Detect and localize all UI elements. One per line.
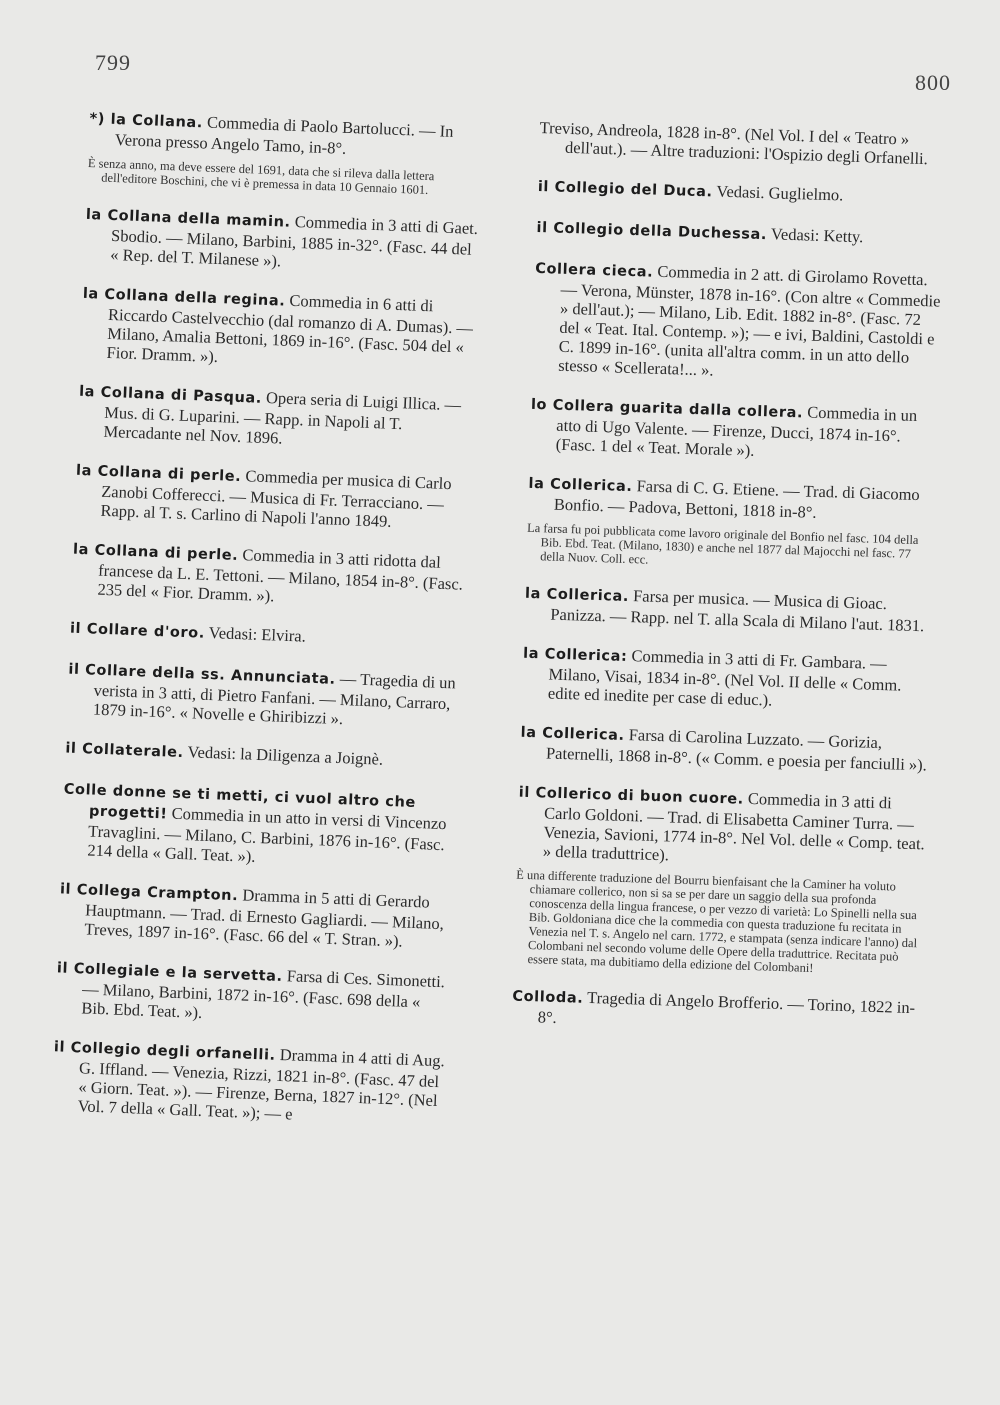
entry-text: Farsa di Ces. Simonetti. — Milano, Barbini, 1872 in-16°. (Fasc. 698 della « Bib. Ebd. Teat. »). xyxy=(81,966,446,1022)
entry-text: Opera seria di Luigi Illica. — Mus. di G. Luparini. — Rapp. in Napoli al T. Mercadante nel Nov. 1896. xyxy=(103,387,462,448)
entry-title: il Collegiale e la servetta. xyxy=(56,960,283,986)
entry-note: La farsa fu poi pubblicata come lavoro originale del Bonfio nel fasc. 104 della Bib. Ebd. Teat. (Milano, 1830) e anche nel 1877 dal Majocchi nel fasc. 77 della Nuov. Coll. ecc. xyxy=(526,520,919,567)
catalog-entry xyxy=(538,176,948,210)
entry-title: Colle donne se ti metti, ci vuol altro che progetti! xyxy=(63,781,417,823)
entry-text: Vedasi. Guglielmo. xyxy=(712,181,844,205)
catalog-entry xyxy=(51,1036,449,1129)
catalog-entry xyxy=(529,394,941,466)
entry-title: il Collega Crampton. xyxy=(59,881,239,905)
catalog-entry xyxy=(524,583,935,636)
entry-text: Treviso, Andreola, 1828 in-8°. (Nel Vol. I del « Teatro » dell'aut.). — Altre traduzioni: l'Ospizio degli Orfanelli. xyxy=(539,118,929,169)
entry-text: Commedia in 3 atti ridotta dal francese da L. E. Tettoni. — Milano, 1854 in-8°. (Fasc. 235 del « Fior. Dramm. »). xyxy=(97,545,464,606)
catalog-entry xyxy=(74,460,471,534)
entry-title: il Collare d'oro. xyxy=(69,620,206,642)
catalog-entry xyxy=(71,539,468,613)
entry-title: il Collerico di buon cuore. xyxy=(518,784,745,808)
entry-title: il Collegio degli orfanelli. xyxy=(53,1039,276,1064)
catalog-entry xyxy=(67,659,464,733)
entry-title: la Collerica. xyxy=(524,585,630,606)
catalog-entry xyxy=(511,986,922,1039)
entry-text: Farsa di Carolina Luzzato. — Gorizia, Paternelli, 1868 in-8°. (« Comm. e poesia per fanciulli »). xyxy=(545,724,928,775)
catalog-entry xyxy=(65,738,461,774)
catalog-entry xyxy=(532,258,945,387)
entry-text: Commedia per musica di Carlo Zanobi Cofferecci. — Musica di Fr. Terracciano. — Rapp. al T. s. Carlino di Napoli l'anno 1849. xyxy=(100,466,452,531)
catalog-entry xyxy=(70,618,466,654)
catalog-entry xyxy=(517,782,929,873)
entry-text: Commedia in 3 atti di Carlo Goldoni. — Trad. di Elisabetta Caminer Turra. — Venezia, Savioni, 1774 in-8°. Nel Vol. delle « Comp. teat. » della traduttrice). xyxy=(542,788,925,865)
catalog-entry xyxy=(77,381,474,455)
entry-text: Dramma in 4 atti di Aug. G. Iffland. — Venezia, Rizzi, 1821 in-8°. (Fasc. 47 del « Giorn. Teat. »). — Firenze, Berna, 1827 in-12°. (Nel Vol. 7 della « Gall. Teat. »); — e xyxy=(77,1044,446,1124)
page-number-left: 799 xyxy=(95,50,131,75)
right-column xyxy=(511,118,950,1058)
entry-title: la Collana di perle. xyxy=(72,541,239,565)
entry-text: Farsa per musica. — Musica di Gioac. Panizza. — Rapp. nel T. alla Scala di Milano l'aut. 1831. xyxy=(550,586,925,636)
entry-title: la Collerica. xyxy=(528,475,633,496)
page-number-right: 800 xyxy=(915,70,951,95)
entry-title: il Collegio della Duchessa. xyxy=(536,219,768,244)
catalog-entry xyxy=(522,643,934,715)
catalog-entry xyxy=(520,722,931,775)
entry-title: il Collare della ss. Annunciata. xyxy=(68,661,336,688)
entry-text: Vedasi: Ketty. xyxy=(766,224,864,247)
catalog-entry xyxy=(88,108,484,163)
entry-title: Collera cieca. xyxy=(535,260,654,281)
entry-text: Commedia in 6 atti di Riccardo Castelvecchio (dal romanzo di A. Dumas). — Milano, Amalia Bettoni, 1869 in-16°. (Fasc. 504 del « Fior. Dramm. »). xyxy=(106,290,474,367)
entry-title: la Collerica: xyxy=(522,645,628,666)
entry-title: lo Collera guarita dalla collera. xyxy=(530,396,804,422)
entry-text: Dramma in 5 atti di Gerardo Hauptmann. — Trad. di Ernesto Gagliardi. — Milano, Treves, 1897 in-16°. (Fasc. 66 del « T. Stran. »). xyxy=(84,885,445,951)
catalog-entry xyxy=(80,283,478,376)
catalog-entry xyxy=(55,957,452,1031)
catalog-entry xyxy=(539,118,950,169)
entry-title: la Collerica. xyxy=(520,724,625,744)
entry-title: il Collaterale. xyxy=(65,740,184,762)
entry-text: Commedia in un atto di Ugo Valente. — Firenze, Ducci, 1874 in-16°. (Fasc. 1 del « Teat. Morale »). xyxy=(555,402,918,460)
entry-title: il Collegio del Duca. xyxy=(537,178,713,201)
entry-text: Vedasi: la Diligenza a Joignè. xyxy=(183,742,384,769)
entry-title: la Collana di Pasqua. xyxy=(78,383,263,407)
entry-note: È senza anno, ma deve essere del 1691, data che si rileva dalla lettera dell'editore Boschini, che vi è premessa in data 10 Gennaio 1601. xyxy=(87,155,435,198)
catalog-entry xyxy=(528,473,939,526)
entry-text: Tragedia di Angelo Brofferio. — Torino, 1822 in-8°. xyxy=(537,987,916,1027)
entry-title: la Collana di perle. xyxy=(75,462,242,486)
left-column xyxy=(51,108,485,1149)
entry-text: Farsa di C. G. Etiene. — Trad. di Giacomo Bonfio. — Padova, Bettoni, 1818 in-8°. xyxy=(553,476,921,522)
entry-title: *) la Collana. xyxy=(89,110,204,132)
entry-title: la Collana della mamin. xyxy=(85,206,291,231)
entry-title: Colloda. xyxy=(512,988,584,1007)
entry-text: Vedasi: Elvira. xyxy=(204,622,307,646)
entry-text: — Tragedia di un verista in 3 atti, di Pietro Fanfani. — Milano, Carraro, 1879 in-16°. « Novelle e Ghiribizzi ». xyxy=(92,668,457,729)
catalog-entry xyxy=(536,217,946,251)
entry-text: Commedia di Paolo Bartolucci. — In Verona presso Angelo Tamo, in-8°. xyxy=(114,112,454,158)
entry-text: Commedia in 3 atti di Fr. Gambara. — Milano, Visai, 1834 in-8°. (Nel Vol. II delle « Comm. edite ed inedite per case di educ.). xyxy=(547,646,902,710)
catalog-entry xyxy=(61,779,459,874)
entry-text: Commedia in 2 att. di Girolamo Rovetta. — Verona, Münster, 1878 in-16°. (Con altre « Commedie » dell'aut.); — Milano, Lib. Edit. 1882 in-8°. (Fasc. 72 del « Teat. Ital. Contemp. »); — e ivi, Baldini, Castoldi e C. 1899 in-16°. (unita all'altra comm. in un atto dello stesso « Scellerata!... ». xyxy=(557,261,941,380)
entry-note: È una differente traduzione del Bourru bienfaisant che la Caminer ha voluto chiamare collerico, non si sa se per dare un saggio della sua profonda conoscenza della lingua francese, o per vezzo di varietà: Lo Spinelli nella sua Bib. Goldoniana dice che la commedia con questa traduzione fu recitata in Venezia nel T. s. Angelo nel carn. 1772, e stampata (senza indicare l'anno) dal Colombani nel secondo volume delle Opere della traduttrice. Recitata può essere stata, ma dubitiamo della edizione del Colombani! xyxy=(516,867,918,976)
entry-text: Commedia in un atto in versi di Vincenzo Travaglini. — Milano, C. Barbini, 1876 in-16°. (Fasc. 214 della « Gall. Teat. »). xyxy=(87,803,447,866)
catalog-entry xyxy=(58,878,455,952)
entry-text: Commedia in 3 atti di Gaet. Sbodio. — Milano, Barbini, 1885 in-32°. (Fasc. 44 del « Rep. del T. Milanese »). xyxy=(110,211,479,271)
entry-title: la Collana della regina. xyxy=(82,285,286,310)
catalog-entry xyxy=(84,204,481,278)
